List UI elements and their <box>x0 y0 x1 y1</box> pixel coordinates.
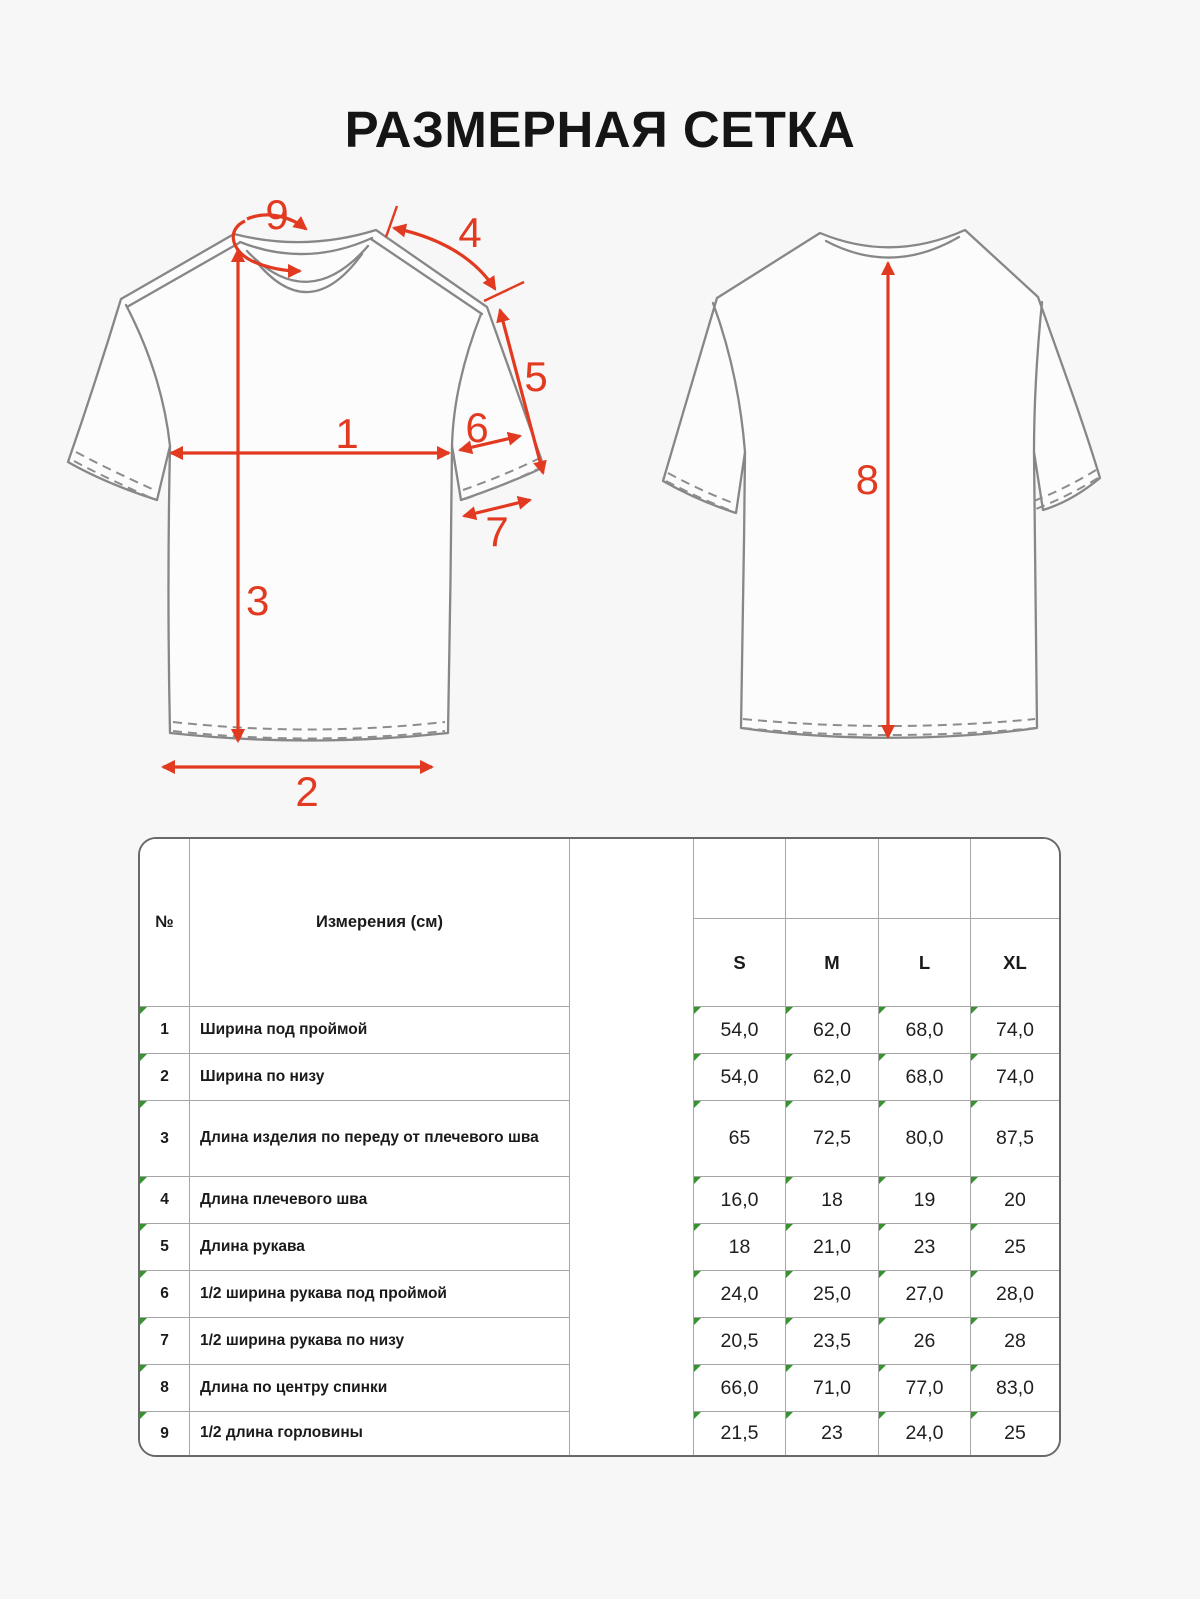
size-value-cell: 18 <box>694 1224 786 1271</box>
row-number-cell: 2 <box>140 1054 190 1101</box>
size-value-cell: 68,0 <box>879 1054 971 1101</box>
size-value-cell: 23 <box>786 1412 879 1455</box>
size-value-cell: 83,0 <box>971 1365 1059 1412</box>
size-header-m: M <box>786 919 879 1007</box>
callout-sleeve-length: 5 <box>524 353 548 400</box>
measurement-name-cell: Длина рукава <box>190 1224 570 1271</box>
size-value-cell: 54,0 <box>694 1007 786 1054</box>
size-table <box>138 837 1061 1457</box>
size-header-top-cell <box>879 839 971 919</box>
back-shirt-drawing <box>663 230 1100 738</box>
size-value-cell: 26 <box>879 1318 971 1365</box>
measurement-name-cell: Ширина под проймой <box>190 1007 570 1054</box>
page-title: РАЗМЕРНАЯ СЕТКА <box>344 101 856 158</box>
callout-back-length: 8 <box>855 456 879 503</box>
measurement-name-cell: 1/2 ширина рукава по низу <box>190 1318 570 1365</box>
size-value-cell: 74,0 <box>971 1007 1059 1054</box>
row-number-cell: 5 <box>140 1224 190 1271</box>
size-value-cell: 20 <box>971 1177 1059 1224</box>
size-value-cell: 24,0 <box>694 1271 786 1318</box>
size-value-cell: 54,0 <box>694 1054 786 1101</box>
callout-sleeve-width-bottom: 7 <box>485 508 509 555</box>
size-value-cell: 62,0 <box>786 1007 879 1054</box>
size-value-cell: 65 <box>694 1101 786 1177</box>
size-header-l: L <box>879 919 971 1007</box>
row-number-cell: 4 <box>140 1177 190 1224</box>
row-number-cell: 6 <box>140 1271 190 1318</box>
table-header-measure <box>190 839 570 1007</box>
size-value-cell: 25 <box>971 1412 1059 1455</box>
size-header-top-cell <box>694 839 786 919</box>
measurement-name-cell: 1/2 ширина рукава под проймой <box>190 1271 570 1318</box>
size-value-cell: 19 <box>879 1177 971 1224</box>
size-value-cell: 23,5 <box>786 1318 879 1365</box>
tick-shoulder-top <box>386 206 397 237</box>
measurement-name-cell: Ширина по низу <box>190 1054 570 1101</box>
size-value-cell: 21,5 <box>694 1412 786 1455</box>
size-value-cell: 62,0 <box>786 1054 879 1101</box>
row-number-cell: 9 <box>140 1412 190 1455</box>
size-value-cell: 77,0 <box>879 1365 971 1412</box>
tick-shoulder-bottom <box>484 282 524 301</box>
size-value-cell: 21,0 <box>786 1224 879 1271</box>
size-value-cell: 25 <box>971 1224 1059 1271</box>
callout-chest-width: 1 <box>335 410 359 457</box>
size-header-top-cell <box>971 839 1059 919</box>
size-value-cell: 72,5 <box>786 1101 879 1177</box>
size-value-cell: 80,0 <box>879 1101 971 1177</box>
measurement-name-cell: Длина плечевого шва <box>190 1177 570 1224</box>
measurement-name-cell: Длина по центру спинки <box>190 1365 570 1412</box>
back-shirt-outline <box>663 230 1100 738</box>
size-value-cell: 23 <box>879 1224 971 1271</box>
front-shirt-drawing <box>68 230 544 741</box>
size-value-cell: 18 <box>786 1177 879 1224</box>
size-header-top-cell <box>786 839 879 919</box>
size-value-cell: 25,0 <box>786 1271 879 1318</box>
size-value-cell: 20,5 <box>694 1318 786 1365</box>
callout-neck-width: 9 <box>265 191 289 238</box>
size-value-cell: 71,0 <box>786 1365 879 1412</box>
size-value-cell: 28 <box>971 1318 1059 1365</box>
callout-shoulder-seam: 4 <box>458 209 482 256</box>
size-value-cell: 24,0 <box>879 1412 971 1455</box>
size-value-cell: 16,0 <box>694 1177 786 1224</box>
size-value-cell: 27,0 <box>879 1271 971 1318</box>
size-header-s: S <box>694 919 786 1007</box>
measurement-name-cell: Длина изделия по переду от плечевого шва <box>190 1101 570 1177</box>
size-header-xl: XL <box>971 919 1059 1007</box>
size-value-cell: 28,0 <box>971 1271 1059 1318</box>
table-header-number <box>140 839 190 1007</box>
size-value-cell: 68,0 <box>879 1007 971 1054</box>
callout-bottom-width: 2 <box>295 768 319 815</box>
size-value-cell: 66,0 <box>694 1365 786 1412</box>
row-number-cell: 3 <box>140 1101 190 1177</box>
row-number-cell: 1 <box>140 1007 190 1054</box>
size-value-cell: 87,5 <box>971 1101 1059 1177</box>
table-header-measure-label: Измерения (см) <box>316 913 443 931</box>
row-number-cell: 8 <box>140 1365 190 1412</box>
table-header-number-label: № <box>155 913 174 931</box>
measurement-name-cell: 1/2 длина горловины <box>190 1412 570 1455</box>
size-value-cell: 74,0 <box>971 1054 1059 1101</box>
row-number-cell: 7 <box>140 1318 190 1365</box>
callout-sleeve-width-top: 6 <box>465 404 489 451</box>
table-spacer-column <box>570 839 694 1455</box>
callout-front-length: 3 <box>246 577 270 624</box>
